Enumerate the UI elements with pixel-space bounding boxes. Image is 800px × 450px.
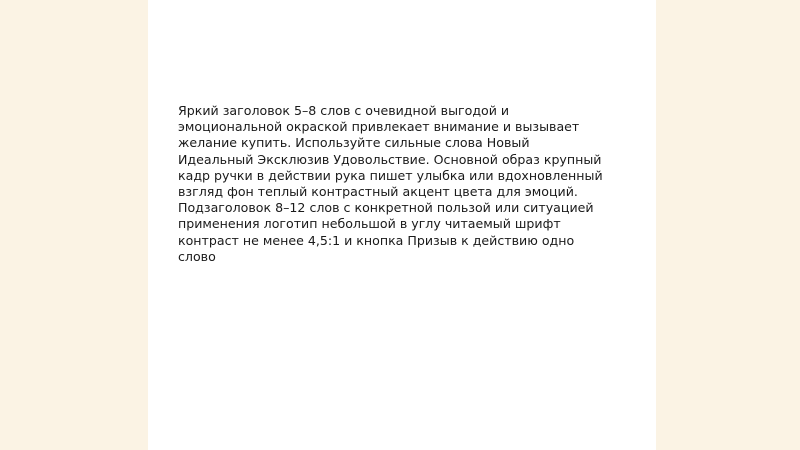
document-page [148, 0, 656, 450]
body-paragraph: Яркий заголовок 5–8 слов с очевидной выгодой и эмоциональной окраской привлекает внимание и вызывает желание купить. Используйте сильные слова Новый Идеальный Эксклюзив Удовольствие. Основной образ крупный кадр ручки в действии рука пишет улыбка или вдохновленный взгляд фон теплый контрастный акцент цвета для эмоций. Подзаголовок 8–12 слов с конкретной пользой или ситуацией применения логотип небольшой в углу читаемый шрифт контраст не менее 4,5:1 и кнопка Призыв к действию одно слово [178, 103, 603, 264]
